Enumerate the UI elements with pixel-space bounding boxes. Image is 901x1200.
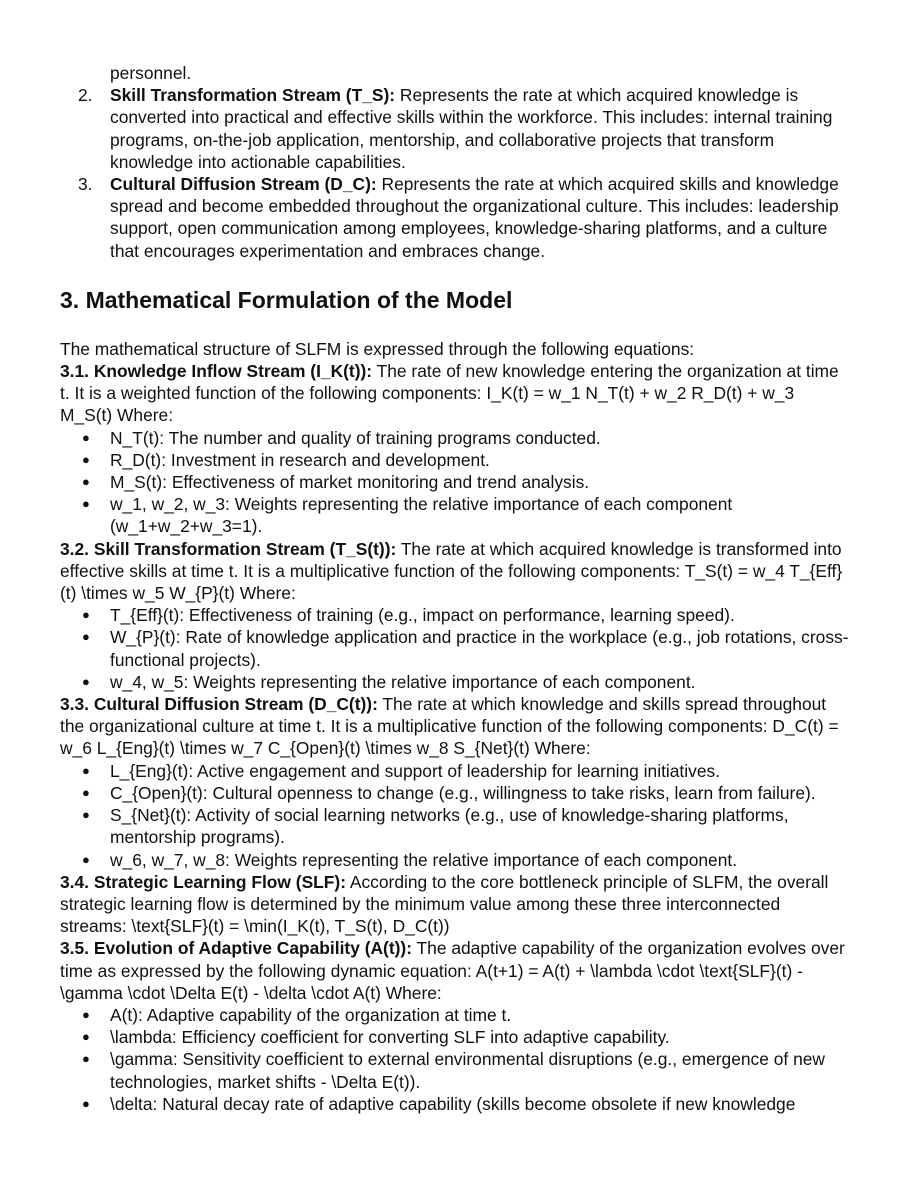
list-item-text: N_T(t): The number and quality of training programs conducted. <box>110 427 601 448</box>
list-item <box>60 449 850 471</box>
list-item <box>60 604 850 626</box>
list-item <box>60 1026 850 1048</box>
list-item-text: w_4, w_5: Weights representing the relative importance of each component. <box>110 671 696 692</box>
section-heading: 3. Mathematical Formulation of the Model <box>60 286 513 313</box>
document-page <box>60 62 850 1115</box>
bullet-list-3-3 <box>60 760 850 871</box>
list-item-text: A(t): Adaptive capability of the organization at time t. <box>110 1004 512 1025</box>
list-text: Represents the rate at which acquired knowledge is converted into practical and effective skills within the workforce. This includes: internal training programs, on-the-job application, mentorship, and collaborative projects that transform knowledge into actionable capabilities. <box>110 85 833 172</box>
list-item-text: L_{Eng}(t): Active engagement and support of leadership for learning initiatives. <box>110 760 721 781</box>
list-item <box>60 671 850 693</box>
bullet-icon: ● <box>82 474 90 490</box>
section-intro: The mathematical structure of SLFM is expressed through the following equations: <box>60 338 695 359</box>
list-item <box>60 804 850 848</box>
list-item-text: M_S(t): Effectiveness of market monitoring and trend analysis. <box>110 472 590 493</box>
list-text: Represents the rate at which acquired skills and knowledge spread and become embedded throughout the organizational culture. This includes: leadership support, open communication among employees, knowledge-sharing platforms, and a culture that encourages experimentation and embraces change. <box>110 174 839 261</box>
subsection-term: 3.2. Skill Transformation Stream (T_S(t)): <box>60 538 397 559</box>
bullet-icon: ● <box>82 429 90 445</box>
list-item <box>60 760 850 782</box>
subsection-text: According to the core bottleneck principle of SLFM, the overall strategic learning flow is determined by the minimum value among these three interconnected streams: \text{SLF}(t) = \min(I_K(t), T_S(t), D_C(t)) <box>60 871 829 937</box>
list-item <box>60 626 850 670</box>
list-item-text: \delta: Natural decay rate of adaptive capability (skills become obsolete if new knowledge <box>110 1093 796 1114</box>
bullet-icon: ● <box>82 451 90 467</box>
carry-over-text: personnel. <box>110 63 192 83</box>
list-item <box>60 1048 850 1092</box>
list-item <box>60 427 850 449</box>
list-item-text: w_6, w_7, w_8: Weights representing the relative importance of each component. <box>110 849 738 870</box>
list-item-text: W_{P}(t): Rate of knowledge application and practice in the workplace (e.g., job rotations, cross-functional projects). <box>110 627 849 670</box>
list-item-text: \lambda: Efficiency coefficient for converting SLF into adaptive capability. <box>110 1027 670 1048</box>
bullet-icon: ● <box>82 1095 90 1111</box>
list-number: 2. <box>78 85 93 106</box>
bullet-list-3-1 <box>60 427 850 538</box>
subsection-term: 3.1. Knowledge Inflow Stream (I_K(t)): <box>60 361 373 382</box>
list-item-text: S_{Net}(t): Activity of social learning networks (e.g., use of knowledge-sharing platforms, mentorship programs). <box>110 805 789 848</box>
bullet-icon: ● <box>82 762 90 778</box>
bullet-list-3-5 <box>60 1004 850 1115</box>
bullet-icon: ● <box>82 673 90 689</box>
bullet-icon: ● <box>82 607 90 623</box>
list-item <box>60 1004 850 1026</box>
subsection-3-5 <box>60 937 850 1004</box>
bullet-icon: ● <box>82 851 90 867</box>
list-term: Skill Transformation Stream (T_S): <box>110 85 396 106</box>
list-number: 3. <box>78 174 93 195</box>
bullet-list-3-2 <box>60 604 850 693</box>
list-item <box>60 493 850 537</box>
bullet-icon: ● <box>82 496 90 512</box>
list-item <box>60 471 850 493</box>
subsection-text: The rate at which acquired knowledge is transformed into effective skills at time t. It is a multiplicative function of the following components: T_S(t) = w_4 T_{Eff}(t) \times w_5 W_{P}(t) Where: <box>60 538 843 604</box>
bullet-icon: ● <box>82 784 90 800</box>
subsection-3-4 <box>60 871 850 938</box>
subsection-3-1 <box>60 360 850 427</box>
subsection-3-2 <box>60 538 850 605</box>
list-item <box>60 1093 850 1115</box>
subsection-text: The adaptive capability of the organization evolves over time as expressed by the following dynamic equation: A(t+1) = A(t) + \lambda \cdot \text{SLF}(t) - \gamma \cdot \Delta E(t) - \delta \cdot A(t) Where: <box>60 938 845 1003</box>
list-item <box>60 849 850 871</box>
subsection-text: The rate at which knowledge and skills spread throughout the organizational culture at time t. It is a multiplicative function of the following components: D_C(t) = w_6 L_{Eng}(t) \times w_7 C_{Open}(t) \times w_8 S_{Net}(t) Where: <box>60 694 839 759</box>
subsection-term: 3.3. Cultural Diffusion Stream (D_C(t)): <box>60 694 378 715</box>
list-item <box>60 782 850 804</box>
bullet-icon: ● <box>82 1006 90 1022</box>
bullet-icon: ● <box>82 1029 90 1045</box>
bullet-icon: ● <box>82 807 90 823</box>
list-term: Cultural Diffusion Stream (D_C): <box>110 174 377 195</box>
list-item-skill-transformation <box>60 84 850 173</box>
list-item-cultural-diffusion <box>60 173 850 262</box>
subsection-term: 3.4. Strategic Learning Flow (SLF): <box>60 871 347 892</box>
list-item-continuation <box>60 62 850 84</box>
stream-list <box>60 62 850 262</box>
bullet-icon: ● <box>82 629 90 645</box>
list-item-text: w_1, w_2, w_3: Weights representing the relative importance of each component (w_1+w_2+w_3=1). <box>110 494 733 537</box>
list-item-text: C_{Open}(t): Cultural openness to change (e.g., willingness to take risks, learn from failure). <box>110 782 816 803</box>
subsection-text: The rate of new knowledge entering the organization at time t. It is a weighted function of the following components: I_K(t) = w_1 N_T(t) + w_2 R_D(t) + w_3 M_S(t) Where: <box>60 361 839 426</box>
subsection-term: 3.5. Evolution of Adaptive Capability (A(t)): <box>60 938 413 959</box>
bullet-icon: ● <box>82 1051 90 1067</box>
list-item-text: R_D(t): Investment in research and development. <box>110 449 490 470</box>
list-item-text: \gamma: Sensitivity coefficient to external environmental disruptions (e.g., emergence of new technologies, market shifts - \Delta E(t)). <box>110 1049 825 1092</box>
subsection-3-3 <box>60 693 850 760</box>
list-item-text: T_{Eff}(t): Effectiveness of training (e.g., impact on performance, learning speed). <box>110 605 735 626</box>
